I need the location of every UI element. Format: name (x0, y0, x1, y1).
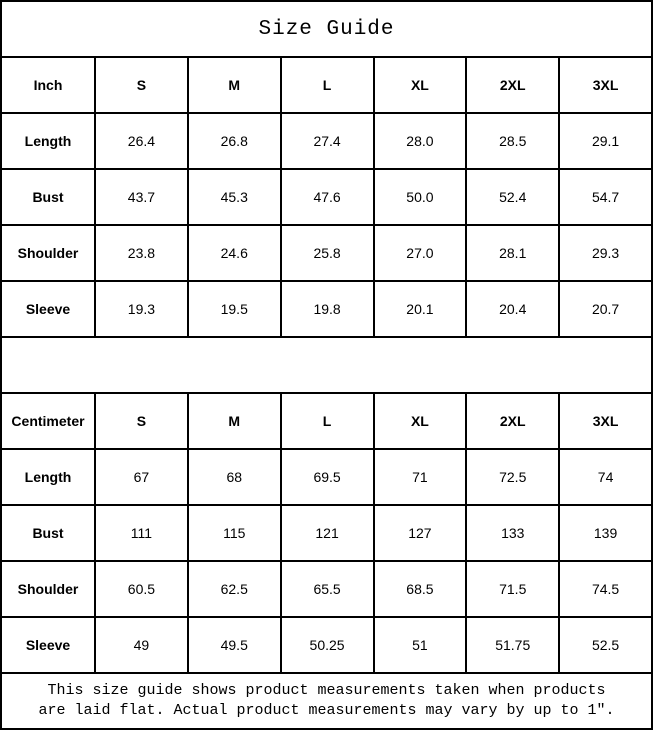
value-cell: 27.4 (282, 114, 373, 168)
footer-line-2: are laid flat. Actual product measurements may vary by up to 1″. (38, 702, 615, 719)
cm-size-header-3xl: 3XL (560, 394, 651, 448)
value-cell: 60.5 (96, 562, 187, 616)
table-gap-spacer (2, 338, 651, 392)
value-cell: 20.1 (375, 282, 466, 336)
value-cell: 47.6 (282, 170, 373, 224)
value-cell: 62.5 (189, 562, 280, 616)
inch-size-header-l: L (282, 58, 373, 112)
value-cell: 20.7 (560, 282, 651, 336)
inch-size-header-m: M (189, 58, 280, 112)
cm-row-label-sleeve: Sleeve (2, 618, 94, 672)
value-cell: 45.3 (189, 170, 280, 224)
value-cell: 23.8 (96, 226, 187, 280)
value-cell: 49.5 (189, 618, 280, 672)
inch-size-header-xl: XL (375, 58, 466, 112)
inch-size-header-3xl: 3XL (560, 58, 651, 112)
inch-size-header-s: S (96, 58, 187, 112)
value-cell: 29.3 (560, 226, 651, 280)
inch-size-header-2xl: 2XL (467, 58, 558, 112)
value-cell: 54.7 (560, 170, 651, 224)
value-cell: 52.5 (560, 618, 651, 672)
value-cell: 50.25 (282, 618, 373, 672)
value-cell: 51.75 (467, 618, 558, 672)
value-cell: 28.0 (375, 114, 466, 168)
value-cell: 26.8 (189, 114, 280, 168)
value-cell: 71 (375, 450, 466, 504)
inch-row-label-sleeve: Sleeve (2, 282, 94, 336)
value-cell: 72.5 (467, 450, 558, 504)
value-cell: 69.5 (282, 450, 373, 504)
inch-unit-header: Inch (2, 58, 94, 112)
value-cell: 19.3 (96, 282, 187, 336)
page-title: Size Guide (2, 2, 651, 56)
value-cell: 20.4 (467, 282, 558, 336)
cm-size-header-s: S (96, 394, 187, 448)
inch-row-label-bust: Bust (2, 170, 94, 224)
footer-line-1: This size guide shows product measurements taken when products (47, 681, 606, 699)
cm-unit-header: Centimeter (2, 394, 94, 448)
cm-size-header-m: M (189, 394, 280, 448)
value-cell: 74 (560, 450, 651, 504)
value-cell: 29.1 (560, 114, 651, 168)
value-cell: 43.7 (96, 170, 187, 224)
value-cell: 26.4 (96, 114, 187, 168)
value-cell: 19.5 (189, 282, 280, 336)
cm-size-header-2xl: 2XL (467, 394, 558, 448)
footer-note (2, 674, 651, 728)
value-cell: 111 (96, 506, 187, 560)
value-cell: 24.6 (189, 226, 280, 280)
cm-row-label-bust: Bust (2, 506, 94, 560)
cm-row-label-length: Length (2, 450, 94, 504)
value-cell: 68.5 (375, 562, 466, 616)
value-cell: 51 (375, 618, 466, 672)
value-cell: 27.0 (375, 226, 466, 280)
value-cell: 65.5 (282, 562, 373, 616)
value-cell: 49 (96, 618, 187, 672)
value-cell: 115 (189, 506, 280, 560)
value-cell: 68 (189, 450, 280, 504)
value-cell: 127 (375, 506, 466, 560)
cm-row-label-shoulder: Shoulder (2, 562, 94, 616)
value-cell: 28.1 (467, 226, 558, 280)
value-cell: 67 (96, 450, 187, 504)
value-cell: 25.8 (282, 226, 373, 280)
value-cell: 19.8 (282, 282, 373, 336)
value-cell: 28.5 (467, 114, 558, 168)
value-cell: 71.5 (467, 562, 558, 616)
cm-size-header-xl: XL (375, 394, 466, 448)
inch-row-label-length: Length (2, 114, 94, 168)
cm-size-header-l: L (282, 394, 373, 448)
value-cell: 139 (560, 506, 651, 560)
inch-row-label-shoulder: Shoulder (2, 226, 94, 280)
value-cell: 121 (282, 506, 373, 560)
value-cell: 133 (467, 506, 558, 560)
value-cell: 52.4 (467, 170, 558, 224)
value-cell: 50.0 (375, 170, 466, 224)
value-cell: 74.5 (560, 562, 651, 616)
